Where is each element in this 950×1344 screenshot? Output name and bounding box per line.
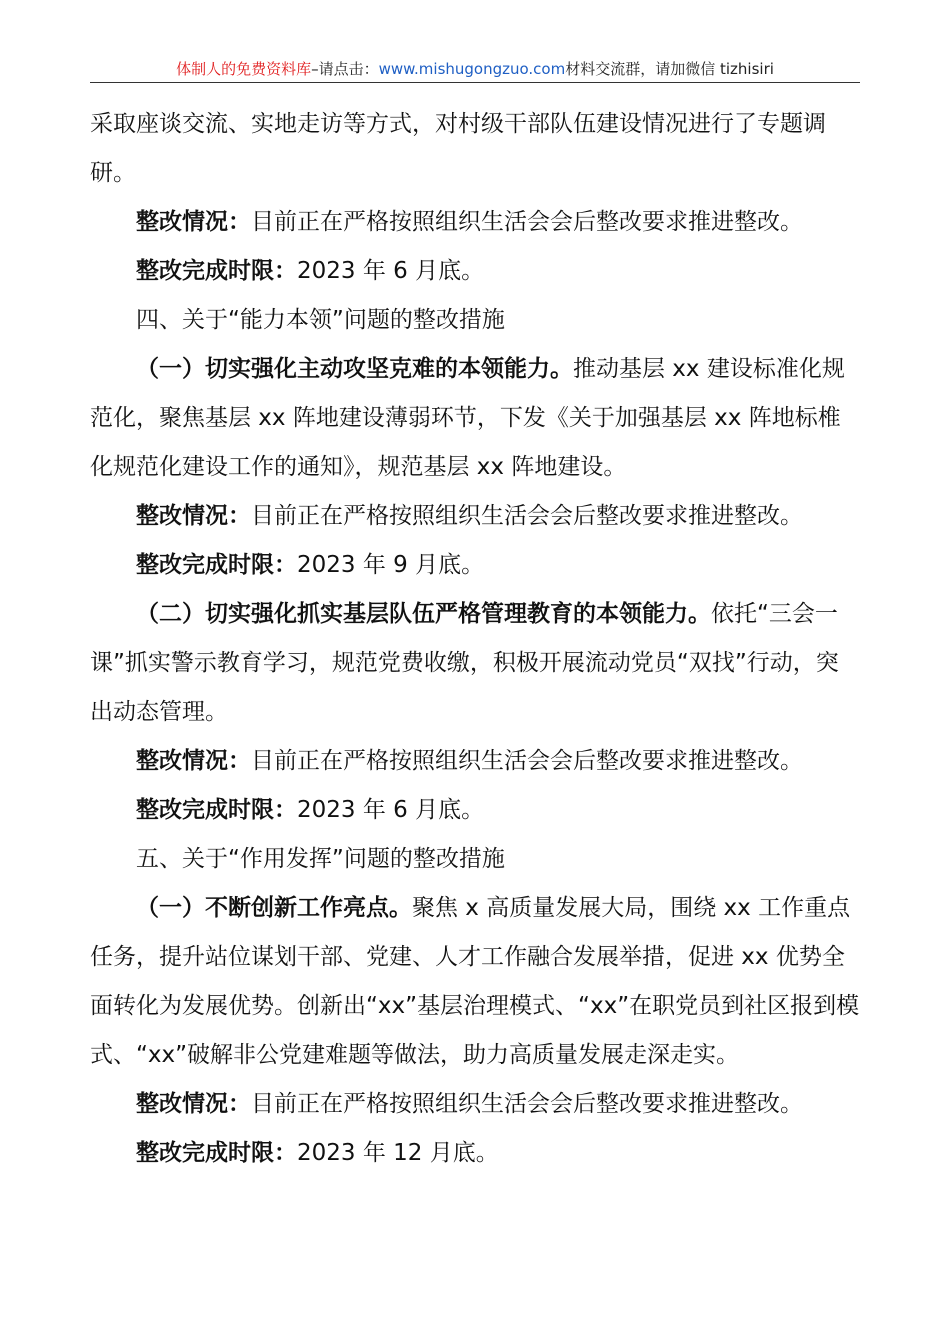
status-line [90, 198, 860, 247]
header-divider [90, 82, 860, 83]
status-text: 目前正在严格按照组织生活会会后整改要求推进整改。 [251, 748, 803, 774]
header-link[interactable]: www.mishugongzuo.com [378, 60, 566, 78]
measure-text: 推动基层 xx 建设标准化规范化，聚焦基层 xx 阵地建设薄弱环节，下发《关于加强基层 xx 阵地标椎化规范化建设工作的通知》，规范基层 xx 阵地建设。 [90, 356, 845, 480]
deadline-line [90, 1129, 860, 1178]
status-label: 整改情况： [136, 1091, 251, 1117]
deadline-label: 整改完成时限： [136, 797, 297, 823]
status-label: 整改情况： [136, 503, 251, 529]
page-header [90, 58, 860, 79]
status-label: 整改情况： [136, 209, 251, 235]
deadline-text: 2023 年 6 月底。 [297, 797, 485, 823]
status-text: 目前正在严格按照组织生活会会后整改要求推进整改。 [251, 503, 803, 529]
measure-text: 依托“三会一课”抓实警示教育学习，规范党费收缴，积极开展流动党员“双找”行动，突出动态管理。 [90, 601, 839, 725]
deadline-line [90, 247, 860, 296]
status-line [90, 737, 860, 786]
site-name: 体制人的免费资料库 [176, 60, 312, 78]
deadline-label: 整改完成时限： [136, 552, 297, 578]
deadline-line [90, 786, 860, 835]
measure-text: 聚焦 x 高质量发展大局，围绕 xx 工作重点任务，提升站位谋划干部、党建、人才工作融合发展举措，促进 xx 优势全面转化为发展优势。创新出“xx”基层治理模式、“xx”在职党员到社区报到模式、“xx”破解非公党建难题等做法，助力高质量发展走深走实。 [90, 895, 860, 1068]
deadline-label: 整改完成时限： [136, 1140, 297, 1166]
measure-item [90, 884, 860, 1080]
section-heading-4: 四、关于“能力本领”问题的整改措施 [136, 307, 505, 333]
status-label: 整改情况： [136, 748, 251, 774]
measure-title: （一）切实强化主动攻坚克难的本领能力。 [136, 356, 573, 382]
status-text: 目前正在严格按照组织生活会会后整改要求推进整改。 [251, 1091, 803, 1117]
measure-title: （一）不断创新工作亮点。 [136, 895, 412, 921]
measure-item [90, 345, 860, 492]
status-line [90, 1080, 860, 1129]
deadline-label: 整改完成时限： [136, 258, 297, 284]
measure-title: （二）切实强化抓实基层队伍严格管理教育的本领能力。 [136, 601, 711, 627]
status-text: 目前正在严格按照组织生活会会后整改要求推进整改。 [251, 209, 803, 235]
section-heading-5: 五、关于“作用发挥”问题的整改措施 [136, 846, 505, 872]
deadline-text: 2023 年 6 月底。 [297, 258, 485, 284]
deadline-line [90, 541, 860, 590]
deadline-text: 2023 年 12 月底。 [297, 1140, 499, 1166]
header-prompt: –请点击： [311, 60, 379, 78]
document-body [90, 100, 860, 1178]
paragraph: 采取座谈交流、实地走访等方式，对村级干部队伍建设情况进行了专题调研。 [90, 111, 826, 186]
status-line [90, 492, 860, 541]
deadline-text: 2023 年 9 月底。 [297, 552, 485, 578]
header-note: 材料交流群，请加微信 tizhisiri [565, 60, 774, 78]
measure-item [90, 590, 860, 737]
